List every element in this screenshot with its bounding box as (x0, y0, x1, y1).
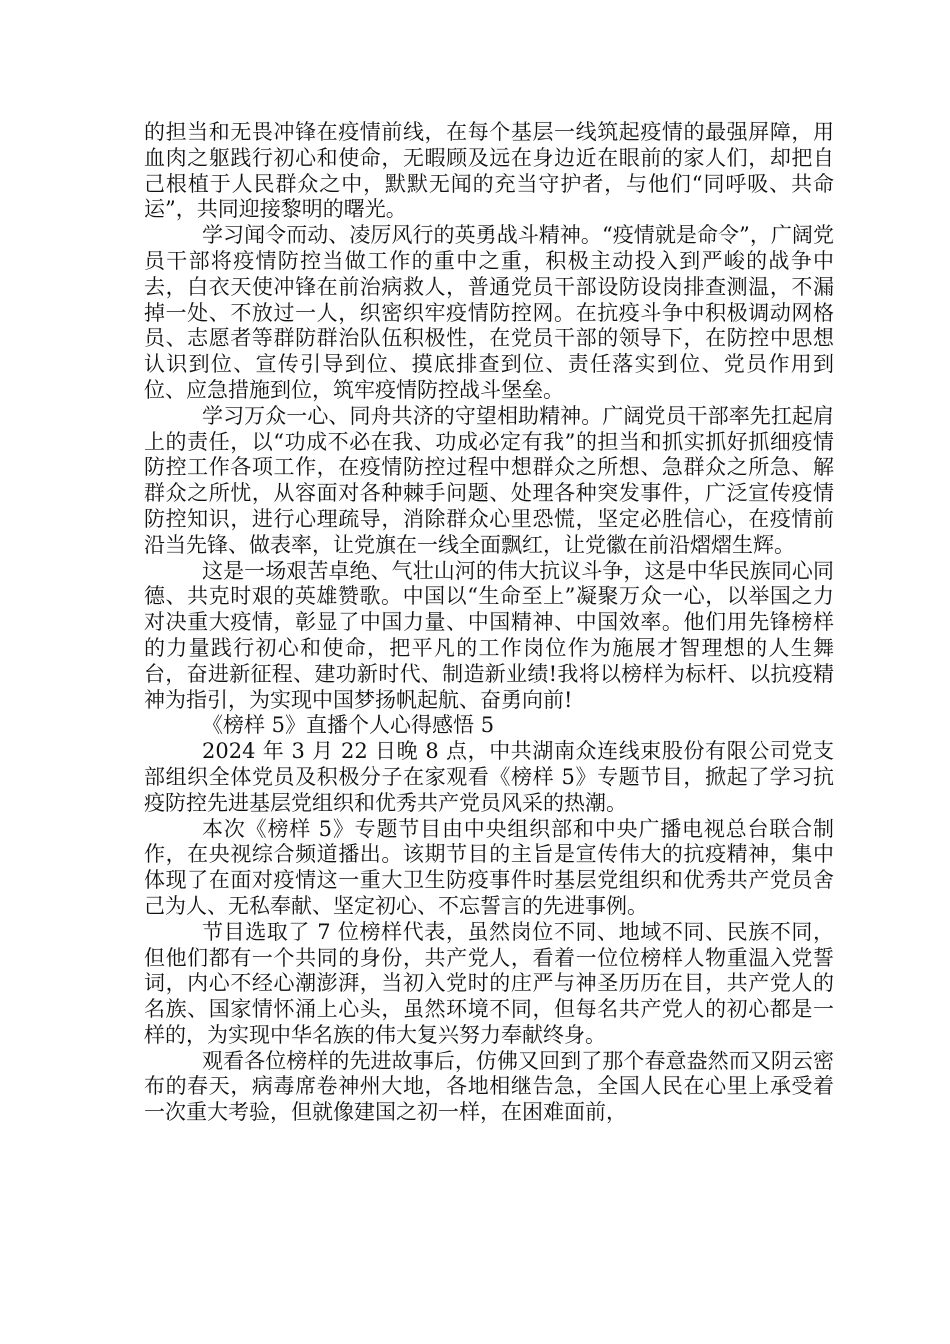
paragraph-seven-models: 节目选取了 7 位榜样代表，虽然岗位不同、地域不同、民族不同，但他们都有一个共同的身份，共产党人，看着一位位榜样人物重温入党誓词，内心不经心潮澎湃，当初入党时的庄严与神圣历历在目，共产党人的名族、国家情怀涌上心头，虽然环境不同，但每名共产党人的初心都是一样的，为实现中华名族的伟大复兴努力奉献终身。 (144, 919, 834, 1047)
paragraph-heroic-song: 这是一场艰苦卓绝、气壮山河的伟大抗议斗争，这是中华民族同心同德、共克时艰的英雄赞歌。中国以“生命至上”凝聚万众一心，以举国之力对决重大疫情，彰显了中国力量、中国精神、中国效率。他们用先锋榜样的力量践行初心和使命，把平凡的工作岗位作为施展才智理想的人生舞台，奋进新征程、建功新时代、制造新业绩!我将以榜样为标杆、以抗疫精神为指引，为实现中国梦扬帆起航、奋勇向前! (144, 558, 834, 712)
paragraph-reflection: 观看各位榜样的先进故事后，仿佛又回到了那个春意盎然而又阴云密布的春天，病毒席卷神州大地，各地相继告急，全国人民在心里上承受着一次重大考验，但就像建国之初一样，在困难面前， (144, 1048, 834, 1125)
section-heading: 《榜样 5》直播个人心得感悟 5 (202, 713, 495, 738)
paragraph-program-intro: 本次《榜样 5》专题节目由中央组织部和中央广播电视总台联合制作，在央视综合频道播出。该期节目的主旨是宣传伟大的抗疫精神，集中体现了在面对疫情这一重大卫生防疫事件时基层党组织和优秀共产党员舍己为人、无私奉献、坚定初心、不忘誓言的先进事例。 (144, 816, 834, 918)
document-page (144, 120, 834, 1126)
paragraph-continuation: 的担当和无畏冲锋在疫情前线，在每个基层一线筑起疫情的最强屏障，用血肉之躯践行初心和使命，无暇顾及远在身边近在眼前的家人们，却把自己根植于人民群众之中，默默无闻的充当守护者，与他们“同呼吸、共命运”，共同迎接黎明的曙光。 (144, 120, 834, 222)
paragraph-viewing-event: 2024 年 3 月 22 日晚 8 点，中共湖南众连线束股份有限公司党支部组织全体党员及积极分子在家观看《榜样 5》专题节目，掀起了学习抗疫防控先进基层党组织和优秀共产党员风采的热潮。 (144, 739, 834, 815)
paragraph-mutual-help-spirit: 学习万众一心、同舟共济的守望相助精神。广阔党员干部率先扛起肩上的责任，以“功成不必在我、功成必定有我”的担当和抓实抓好抓细疫情防控工作各项工作，在疫情防控过程中想群众之所想、急群众之所急、解群众之所忧，从容面对各种棘手问题、处理各种突发事件，广泛宣传疫情防控知识，进行心理疏导，消除群众心里恐慌，坚定必胜信心，在疫情前沿当先锋、做表率，让党旗在一线全面飘红，让党徽在前沿熠熠生辉。 (144, 403, 834, 557)
paragraph-battle-spirit: 学习闻令而动、凌厉风行的英勇战斗精神。“疫情就是命令”，广阔党员干部将疫情防控当做工作的重中之重，积极主动投入到严峻的战争中去，白衣天使冲锋在前治病救人，普通党员干部设防设岗排查测温，不漏掉一处、不放过一人，织密织牢疫情防控网。在抗疫斗争中积极调动网格员、志愿者等群防群治队伍积极性，在党员干部的领导下，在防控中思想认识到位、宣传引导到位、摸底排查到位、责任落实到位、党员作用到位、应急措施到位，筑牢疫情防控战斗堡垒。 (144, 223, 834, 402)
